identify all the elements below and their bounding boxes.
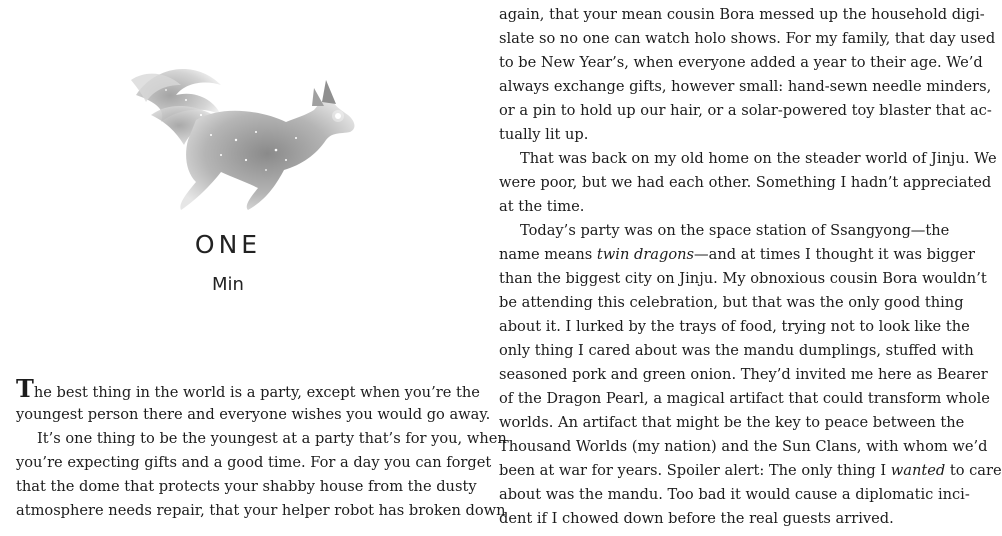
text-line — [499, 219, 950, 243]
text-line — [499, 363, 988, 387]
text-line — [499, 243, 975, 267]
text-line — [499, 99, 992, 123]
text-line-content: tually lit up. — [499, 126, 589, 143]
text-line-content: that the dome that protects your shabby house from the dusty — [16, 478, 477, 495]
text-line-content: or a pin to hold up our hair, or a solar-powered toy blaster that ac- — [499, 102, 992, 119]
text-line — [499, 387, 990, 411]
text-line-content: atmosphere needs repair, that your helper robot has broken down — [16, 502, 506, 519]
chapter-number: ONE — [194, 230, 262, 259]
text-line — [499, 483, 970, 507]
text-line — [499, 27, 996, 51]
chapter-narrator-name: Min — [212, 274, 244, 295]
text-line-content: of the Dragon Pearl, a magical artifact that could transform whole — [499, 390, 990, 407]
text-line-content: about was the mandu. Too bad it would cause a diplomatic inci- — [499, 486, 970, 503]
text-line-content: only thing I cared about was the mandu dumplings, stuffed with — [499, 342, 974, 359]
text-line-content: worlds. An artifact that might be the key to peace between the — [499, 414, 965, 431]
text-line — [16, 427, 507, 451]
left-page — [16, 0, 507, 536]
fox-spirit-illustration — [126, 60, 366, 225]
text-line-content: name means — [499, 246, 597, 263]
text-line-content: always exchange gifts, however small: hand-sewn needle minders, — [499, 78, 992, 95]
left-page-body-text — [16, 374, 507, 523]
drop-cap: T — [16, 374, 34, 403]
text-line-content: Thousand Worlds (my nation) and the Sun Clans, with whom we’d — [499, 438, 988, 455]
text-line-content: about it. I lurked by the trays of food, trying not to look like the — [499, 318, 970, 335]
text-line — [499, 339, 974, 363]
text-line-content: he best thing in the world is a party, except when you’re the — [33, 384, 480, 401]
italic-text: wanted — [890, 462, 946, 479]
text-line — [499, 507, 946, 531]
text-line — [499, 411, 965, 435]
text-line-content: to be New Year’s, when everyone added a year to their age. We’d — [499, 54, 983, 71]
text-line-content: That was back on my old home on the steader world of Jinju. We — [520, 150, 997, 167]
text-line — [499, 3, 985, 27]
text-line-content: —and at times I thought it was bigger — [694, 246, 975, 263]
right-page — [499, 0, 1002, 536]
text-line-content: seasoned pork and green onion. They’d invited me here as Bearer — [499, 366, 988, 383]
text-line — [499, 75, 992, 99]
italic-text: twin dragons — [596, 246, 695, 263]
text-line-content: Today’s party was on the space station of Ssangyong—the — [520, 222, 950, 239]
text-line-content: be attending this celebration, but that was the only good thing — [499, 294, 964, 311]
text-line — [499, 171, 992, 195]
text-line — [499, 459, 1002, 483]
text-line-content: to care — [945, 462, 1002, 479]
text-line-content: been at war for years. Spoiler alert: The only thing I — [499, 462, 891, 479]
text-line — [16, 374, 480, 403]
text-line — [499, 195, 946, 219]
text-line — [16, 499, 506, 523]
text-line-content: slate so no one can watch holo shows. For my family, that day used — [499, 30, 996, 47]
text-line-content: again, that your mean cousin Bora messed up the household digi- — [499, 6, 985, 23]
text-line-content: It’s one thing to be the youngest at a party that’s for you, when — [37, 430, 507, 447]
text-line — [16, 451, 492, 475]
text-line — [499, 291, 964, 315]
text-line — [499, 123, 946, 147]
text-line-content: you’re expecting gifts and a good time. For a day you can forget — [16, 454, 492, 471]
text-line — [16, 475, 477, 499]
text-line — [499, 51, 983, 75]
text-line — [499, 315, 970, 339]
text-line-content: dent if I chowed down before the real guests arrived. — [499, 510, 894, 527]
text-line-content: than the biggest city on Jinju. My obnoxious cousin Bora wouldn’t — [499, 270, 987, 287]
text-line-content: were poor, but we had each other. Something I hadn’t appreciated — [499, 174, 992, 191]
text-line-content: youngest person there and everyone wishes you would go away. — [16, 406, 491, 423]
text-line — [499, 435, 988, 459]
text-line — [16, 403, 491, 427]
text-line — [499, 267, 987, 291]
text-line — [499, 147, 997, 171]
right-page-body-text — [499, 3, 1002, 531]
text-line-content: at the time. — [499, 198, 585, 215]
